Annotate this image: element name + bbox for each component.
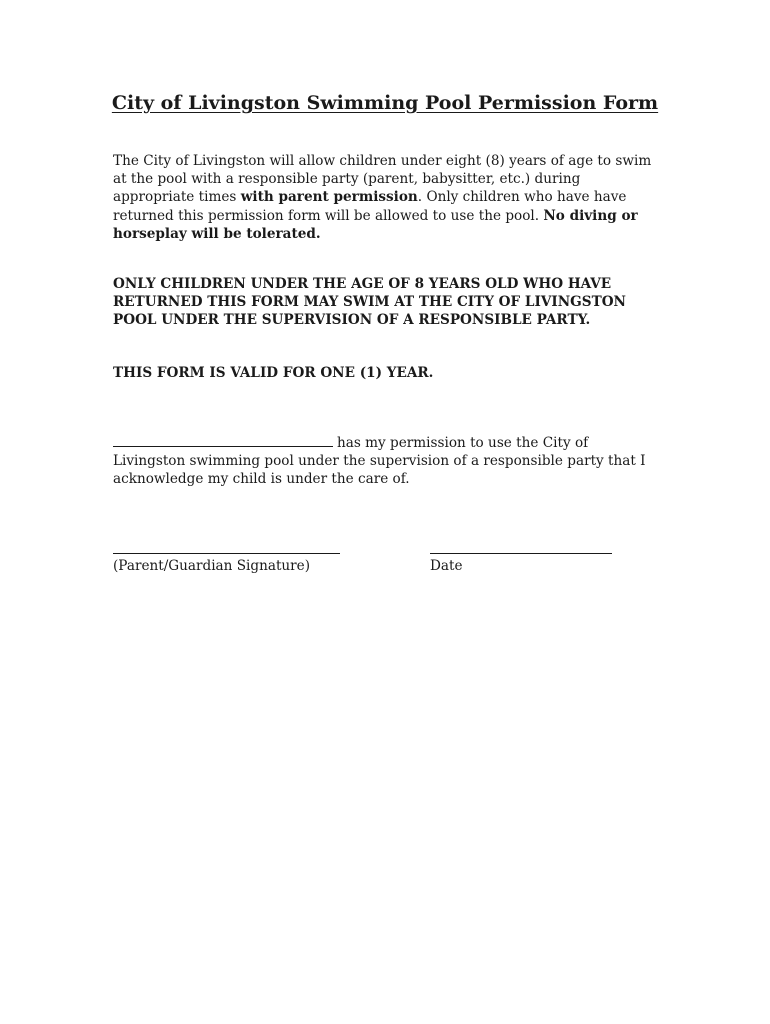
age-notice: ONLY CHILDREN UNDER THE AGE OF 8 YEARS OLD WHO HAVE RETURNED THIS FORM MAY SWIM AT THE CITY OF LIVINGSTON POOL UNDER THE SUPERVISION OF A RESPONSIBLE PARTY.	[113, 276, 626, 329]
date-label: Date	[430, 558, 463, 574]
intro-bold-no-diving: No diving or horseplay will be tolerated.	[113, 207, 638, 242]
permission-statement	[113, 434, 663, 489]
date-line[interactable]	[430, 553, 612, 554]
intro-paragraph	[113, 152, 663, 243]
signature-label: (Parent/Guardian Signature)	[113, 558, 311, 574]
validity-notice: THIS FORM IS VALID FOR ONE (1) YEAR.	[113, 365, 434, 381]
child-name-blank[interactable]	[113, 434, 333, 447]
form-title: City of Livingston Swimming Pool Permission Form	[111, 92, 659, 114]
intro-text-part-1: The City of Livingston will allow children under eight (8) years of age to swim at the pool with a responsible party (parent, babysitter, etc.) during appropriate times	[113, 153, 652, 206]
intro-text-part-2: . Only children who have have returned this permission form will be allowed to use the pool.	[113, 189, 627, 224]
signature-line[interactable]	[113, 553, 340, 554]
permission-text: has my permission to use the City of Livingston swimming pool under the supervision of a responsible party that I acknowledge my child is under the care of.	[113, 435, 646, 488]
intro-bold-parent-permission: with parent permission	[240, 189, 418, 206]
